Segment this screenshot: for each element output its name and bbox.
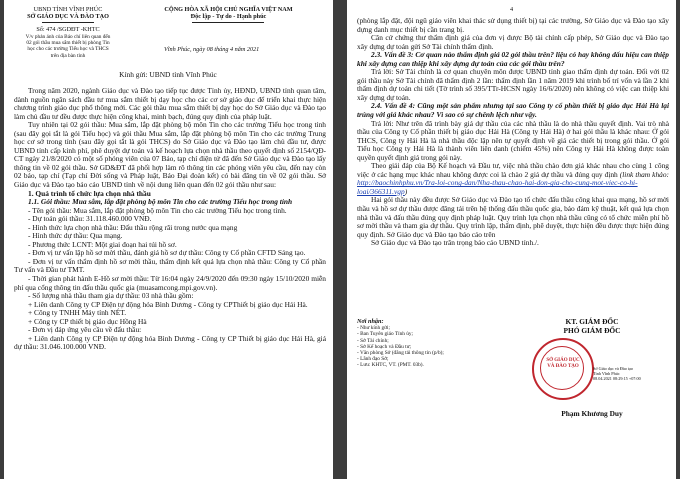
agency-name: SỞ GIÁO DỤC VÀ ĐÀO TẠO bbox=[27, 13, 109, 20]
list-item: - Phương thức LCNT: Một giai đoạn hai túi hồ sơ. bbox=[28, 239, 177, 249]
list-item: - Số lượng nhà thầu tham gia dự thầu: 03 nhà thầu gồm: bbox=[28, 291, 194, 301]
recipient-item: - Ban Tuyên giáo Tỉnh ủy; bbox=[357, 331, 413, 338]
subsection-heading: 1.1. Gói thầu: Mua sắm, lắp đặt phòng bộ môn Tin cho các trường Tiểu học trong tỉnh bbox=[28, 197, 293, 207]
page-number: 4 bbox=[509, 6, 514, 13]
signer-name: Phạm Khương Duy bbox=[561, 409, 623, 418]
link-close: ) bbox=[404, 186, 408, 196]
reference-link[interactable]: http://baochinhphu.vn/Tra-loi-cong-dan/Nha-thau-chao-hai-don-gia-cho-cung-mot-viec-co-hi-loai/366311.vgp bbox=[357, 178, 638, 196]
document-date: Vĩnh Phúc, ngày 08 tháng 4 năm 2021 bbox=[164, 46, 260, 53]
list-item: - Đơn vị tư vấn lập hồ sơ mời thầu, đánh giá hồ sơ dự thầu: Công ty Cổ phần CFTD Sáng tạo. bbox=[28, 248, 306, 258]
list-item: - Thời gian phát hành E-Hồ sơ mời thầu: Từ 16:04 ngày 24/9/2020 đến 09:30 ngày 15/10/2020 miễn phí qua cổng thông tin đấu thầu quốc gia (muasamcong.mpi.gov.vn). bbox=[14, 274, 326, 292]
summary-line: học cho các trường Tiểu học và THCS bbox=[27, 46, 109, 53]
link-intro: (link tham khảo: bbox=[619, 169, 669, 179]
page1-body bbox=[14, 87, 326, 352]
question-heading: 2.3. Vấn đề 3: Cơ quan nào thẩm định giá 02 gói thầu trên? liệu có hay không dấu hiệu can thiệp khi xây dựng can thiệp khi xây dựng dự toán của các gói thầu trên? bbox=[357, 50, 669, 68]
sign-title: KT. GIÁM ĐỐC bbox=[565, 317, 619, 326]
digital-sig-line: Tỉnh Vĩnh Phúc bbox=[593, 371, 620, 376]
document-page-2 bbox=[347, 0, 676, 479]
nation-motto: Độc lập - Tự do - Hạnh phúc bbox=[190, 13, 267, 20]
section-heading: 1. Quá trình tổ chức lựa chọn nhà thầu bbox=[28, 188, 151, 198]
answer-paragraph: Trả lời: Sở Tài chính là cơ quan chuyên môn được UBND tỉnh giao thẩm định dự toán. Đối với 02 gói thầu này Sở Tài chính đã thẩm định 2 lần: thẩm định lần 1 năm 2019 khi trình bố trí vốn và lần 2 khi thẩm định dự toán chi tiết (Tờ trình số 395/TTr-HCSN ngày 16/6/2020) nên không có việc can thiệp khi xây dựng dự toán. bbox=[357, 67, 669, 102]
summary-line: V/v phản ánh của Báo chí liên quan đến bbox=[25, 34, 111, 40]
list-item: - Dự toán gói thầu: 31.118.460.000 VNĐ. bbox=[28, 214, 152, 224]
recipient-item: - Lưu: KHTC, VT. (PMT. 03b). bbox=[357, 362, 424, 369]
digital-sig-line: Sở Giáo dục và Đào tạo bbox=[593, 366, 634, 371]
intro-paragraph: Tuy nhiên tại 02 gói thầu: Mua sắm, lắp đặt phòng bộ môn Tin cho các trường Tiểu học trong tỉnh (sau đây gọi tắt là gói Tiểu học) và gói thầu Mua sắm, lắp đặt phòng bộ môn Tin cho các trường Trung học cơ sở trong tỉnh (sau đây gọi tắt là gói THCS) do Sở Giáo dục và Đào tạo làm chủ đầu tư, được UBND tỉnh cấp kinh phí, phê duyệt dự toán và kế hoạch lựa chọn nhà thầu theo quyết định số 2154/QĐ-CT ngày 21/8/2020 có một số phóng viên của 07 Báo, tạp chí điện tử đã đến Sở Giáo dục và Đào tạo lấy thông tin về 02 gói thầu. Sở GD&ĐT đã phối hợp làm rõ thông tin các phóng viên yêu cầu, đến nay còn 02 báo, tạp chí (Tạp chí Đời sống và Pháp luật, Báo Đại đoàn kết) có bài đăng tin về 02 gói thầu. Sở Giáo dục và Đào tạo báo cáo UBND tỉnh về nội dung liên quan đến 02 gói thầu như sau: bbox=[14, 120, 326, 190]
summary-line: trên địa bàn tỉnh bbox=[50, 52, 86, 59]
body-paragraph: Hai gói thầu này đều được Sở Giáo dục và Đào tạo tổ chức đấu thầu công khai qua mạng, hồ sơ mời thầu và hồ sơ dự thầu được đăng tải trên hệ thống đấu thầu quốc gia, bảo đảm kỹ thuật, kết quả lựa chọn nhà thầu và đấu thầu đúng quy định pháp luật. Quy trình lựa chọn nhà thầu cũng có tổ chức miễn phí hồ sơ mời thầu và tham gia dự thầu. Quy trình lập, thẩm định, phê duyệt, thực hiện đều được thực hiện đúng quy định. Sở Giáo dục và Đào tạo báo cáo trên bbox=[357, 195, 669, 239]
list-item: + Liên danh Công ty CP Điện tự động hóa Bình Dương - Công ty CP Thiết bị giáo dục Hải Hà, giá dự thầu: 31.046.100.000 VNĐ. bbox=[14, 333, 326, 352]
list-item: + Liên danh Công ty CP Điện tự động hóa Bình Dương - Công ty CPThiết bị giáo dục Hải Hà. bbox=[28, 299, 308, 309]
answer-paragraph: Trả lời: Như trên đã trình bày giá dự thầu của các nhà thầu là do nhà thầu quyết định. Vai trò nhà thầu của Công ty Cổ phần thiết bị giáo dục Hải Hà (Công ty Hải Hà) ở hai gói thầu là khác nhau: Ở gói THCS, Công ty Hải Hà là nhà thầu độc lập nên tự quyết định về giá các thiết bị trong gói thầu. Ở gói Tiểu học Công ty Hải Hà là thành viên liên danh (chiếm 45%) nên Công ty Hải Hà không được toàn quyền quyết định giá trong gói này. bbox=[357, 118, 669, 162]
list-item: - Tên gói thầu: Mua sắm, lắp đặt phòng bộ môn Tin cho các trường Tiểu học trong tỉnh. bbox=[28, 205, 287, 215]
body-paragraph: Căn cứ chứng thư thẩm định giá của đơn vị được Bộ tài chính cấp phép, Sở Giáo dục và Đào tạo xây dựng dự toán gửi Sở Tài chính thẩm định. bbox=[357, 33, 669, 51]
recipient-item: - Sở Kế hoạch và Đầu tư; bbox=[357, 343, 411, 350]
digital-signature-info bbox=[593, 366, 673, 381]
recipient-item: - Lãnh đạo Sở; bbox=[357, 356, 389, 363]
recipients-block bbox=[357, 318, 497, 369]
question-heading: 2.4. Vấn đề 4: Cũng một sản phẩm nhưng tại sao Công ty cổ phần thiết bị giáo dục Hải Hà lại trúng với giá khác nhau? Vì sao có sự chênh lệch như vậy. bbox=[357, 101, 669, 120]
official-seal bbox=[532, 338, 594, 400]
digital-sig-line: 08.04.2021 08:29:15 +07:00 bbox=[593, 376, 641, 381]
reference-text: Theo giải đáp của Bộ Kế hoạch và Đầu tư, việc nhà thầu chào đơn giá khác nhau cho cùng 1 công việc ở các hạng mục khác nhau không được coi là chào 2 giá dự thầu và đúng quy định bbox=[357, 161, 669, 179]
seal-text: SỞ GIÁO DỤC VÀ ĐÀO TẠO bbox=[546, 358, 580, 369]
closing-paragraph: Sở Giáo dục và Đào tạo trân trọng báo cáo UBND tỉnh./. bbox=[371, 238, 539, 248]
document-summary bbox=[8, 34, 128, 59]
nation-title: CỘNG HÒA XÃ HỘI CHỦ NGHĨA VIỆT NAM bbox=[164, 6, 293, 13]
motto-underline bbox=[192, 22, 264, 23]
document-page-1 bbox=[4, 0, 333, 479]
intro-paragraph: Trong năm 2020, ngành Giáo dục và Đào tạo tiếp tục được Tỉnh ủy, HĐND, UBND tỉnh quan tâm, dành nguồn ngân sách đầu tư mua sắm thiết bị dạy học cho các cơ sở giáo dục để triển khai thực hiện chương trình giáo dục phổ thông mới. Các gói thầu mua sắm thiết bị dạy học do Sở Giáo dục và Đào tạo làm chủ đầu tư đều được thực hiện công khai, minh bạch, đúng quy định của pháp luật. bbox=[14, 86, 326, 121]
list-item: - Hình thức dự thầu: Qua mạng. bbox=[28, 231, 123, 241]
agency-underline bbox=[42, 22, 94, 23]
list-item: - Đơn vị tư vấn thẩm định hồ sơ mời thầu, thẩm định kết quả lựa chọn nhà thầu: Công ty Cổ phần Tư vấn và Đầu tư TMT. bbox=[14, 256, 326, 275]
reference-paragraph bbox=[357, 162, 669, 196]
list-item: - Đơn vị đáp ứng yêu cầu về đấu thầu: bbox=[28, 325, 142, 335]
recipient-item: - Văn phòng Sở (đăng tải thông tin (p/b); bbox=[357, 350, 444, 357]
sign-subtitle: PHÓ GIÁM ĐỐC bbox=[563, 326, 621, 335]
recipient-item: - Sở Tài chính; bbox=[357, 337, 389, 344]
list-item: + Công ty TNHH Máy tính NÉT. bbox=[28, 308, 127, 318]
list-item: + Công ty CP thiết bị giáo dục Hồng Hà bbox=[28, 316, 147, 326]
recipient-item: - Như kính gửi; bbox=[357, 325, 390, 332]
recipient-line: Kính gửi: UBND tỉnh Vĩnh Phúc bbox=[119, 70, 217, 79]
body-paragraph: (phòng lắp đặt, đội ngũ giáo viên khai thác sử dụng thiết bị) tại các trường, Sở Giáo dục và Đào tạo xây dựng danh mục thiết bị cần trang bị. bbox=[357, 16, 669, 34]
recipients-title: Nơi nhận: bbox=[357, 318, 384, 325]
summary-line: 02 gói thầu mua sắm thiết bị phòng Tin bbox=[26, 40, 110, 47]
list-item: - Hình thức lựa chọn nhà thầu: Đấu thầu rộng rãi trong nước qua mạng bbox=[28, 222, 238, 232]
agency-parent: UBND TỈNH VĨNH PHÚC bbox=[33, 6, 103, 13]
document-number: Số: 474 /SGDĐT -KHTC bbox=[36, 26, 100, 33]
page2-body bbox=[357, 17, 669, 248]
